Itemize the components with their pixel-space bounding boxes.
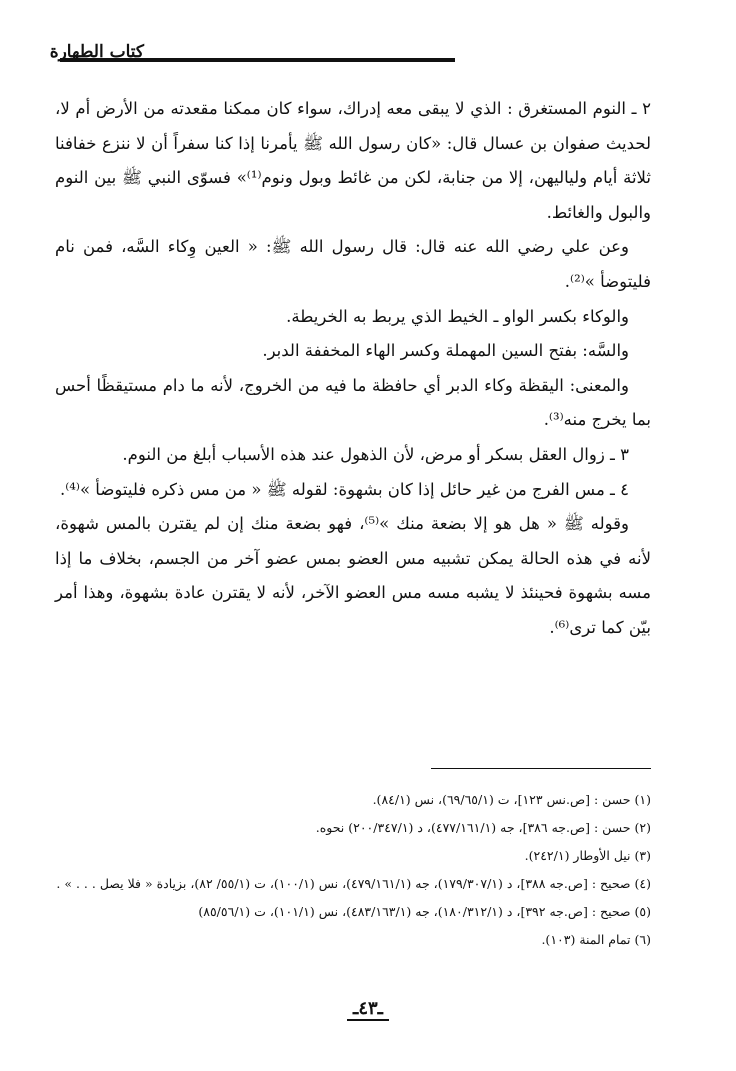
paragraph-8: وقوله ﷺ « هل هو إلا بضعة منك »⁽⁵⁾، فهو بضعة منك إن لم يقترن بالمس شهوة، لأنه في هذه الحالة يمكن تشبيه مس العضو بمس عضو آخر من الجسم، بخلاف ما إذا مسه بشهوة فحينئذ لا يشبه مسه مس العضو الآخر، لأنه لا يقترن عادة بشهوة، وهذا أمر بيّن كما ترى⁽⁶⁾. bbox=[55, 514, 651, 637]
paragraph-5: والمعنى: اليقظة وكاء الدبر أي حافظة ما فيه من الخروج، لأنه ما دام مستيقظًا أحس بما يخرج منه⁽³⁾. bbox=[55, 375, 651, 430]
page-number-text: ـ٤٣ـ bbox=[347, 998, 389, 1021]
paragraph-2: وعن علي رضي الله عنه قال: قال رسول الله ﷺ: « العين وِكاء السَّه، فمن نام فليتوضأ »⁽²⁾. bbox=[55, 237, 651, 291]
header-title: كتاب الطهارة bbox=[49, 42, 144, 62]
footnote-3: (٣) نيل الأوطار (٢٤٢/١). bbox=[524, 848, 651, 863]
page-number bbox=[0, 998, 736, 1019]
main-text bbox=[55, 92, 651, 646]
footnote-1: (١) حسن : [ص.نس ١٢٣]، ت (٦٩/٦٥/١)، نس (٨٤/١). bbox=[372, 792, 651, 807]
footnote-separator bbox=[431, 768, 651, 769]
paragraph-4: والسَّه: بفتح السين المهملة وكسر الهاء المخففة الدبر. bbox=[262, 341, 629, 361]
paragraph-3: والوكاء بكسر الواو ـ الخيط الذي يربط به الخريطة. bbox=[286, 306, 629, 326]
header-rule bbox=[60, 58, 455, 62]
paragraph-1: ٢ ـ النوم المستغرق : الذي لا يبقى معه إدراك، سواء كان ممكنا مقعدته من الأرض أم لا، لحديث صفوان بن عسال قال: «كان رسول الله ﷺ يأمرنا إذا كنا سفراً أن لا ننزع خفافنا ثلاثة أيام ولياليهن، إلا من جنابة، لكن من غائط وبول ونوم⁽¹⁾» فسوّى النبي ﷺ بين النوم والبول والغائط. bbox=[55, 99, 651, 222]
footnote-2: (٢) حسن : [ص.جه ٣٨٦]، جه (٤٧٧/١٦١/١)، د (٢٠٠/٣٤٧/١) نحوه. bbox=[315, 820, 651, 835]
paragraph-7: ٤ ـ مس الفرج من غير حائل إذا كان بشهوة: لقوله ﷺ « من مس ذكره فليتوضأ »⁽⁴⁾. bbox=[59, 479, 629, 499]
running-header bbox=[0, 40, 736, 70]
footnotes bbox=[55, 786, 651, 954]
paragraph-6: ٣ ـ زوال العقل بسكر أو مرض، لأن الذهول عند هذه الأسباب أبلغ من النوم. bbox=[122, 444, 629, 464]
footnote-4: (٤) صحيح : [ص.جه ٣٨٨]، د (١٧٩/٣٠٧/١)، جه (٤٧٩/١٦١/١)، نس (١٠٠/١)، ت (٥٥/١/ ٨٢)، بزيادة « فلا يصل . . . » . bbox=[56, 876, 651, 891]
footnote-5: (٥) صحيح : [ص.جه ٣٩٢]، د (١٨٠/٣١٢/١)، جه (٤٨٣/١٦٣/١)، نس (١٠١/١)، ت (٨٥/٥٦/١) bbox=[198, 904, 651, 919]
footnote-6: (٦) تمام المنة (١٠٣). bbox=[541, 932, 651, 947]
